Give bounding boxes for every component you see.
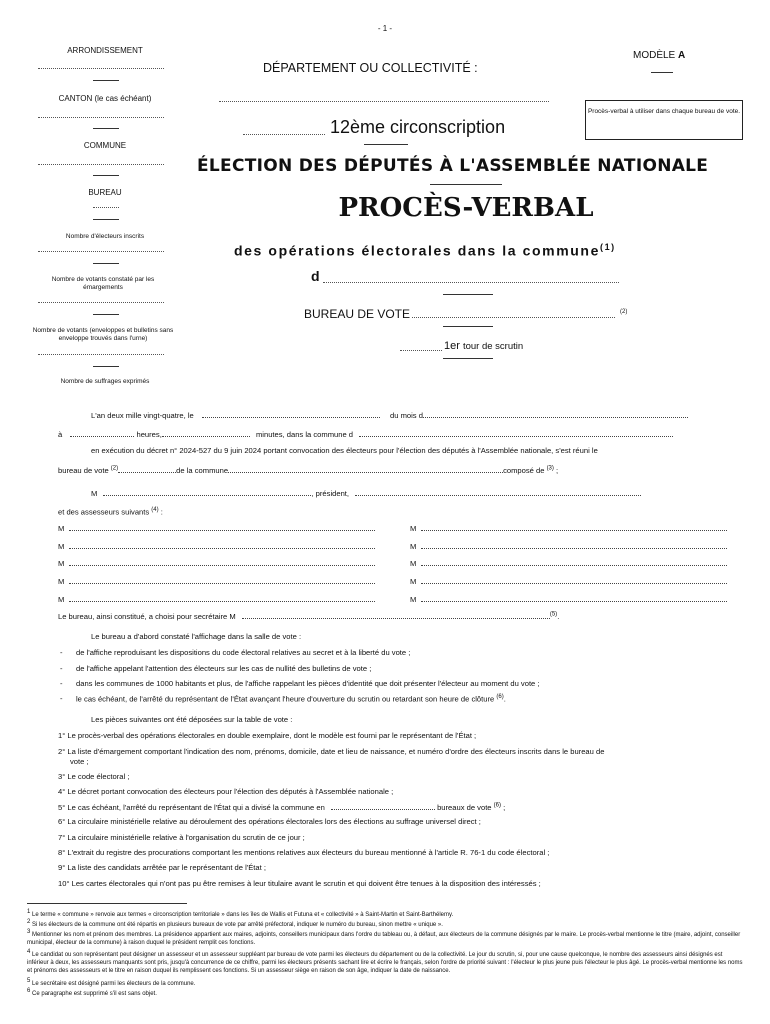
bureau-de-vote-label: BUREAU DE VOTE	[304, 307, 411, 321]
circonscription-prefix-field[interactable]	[243, 134, 325, 135]
piece-item: 8° L'extrait du registre des procurations comportant les mentions relatives aux électeurs du bureau mentionné à l'article R. 76-1 du code électoral ;	[58, 848, 550, 857]
canton-field[interactable]	[38, 117, 164, 118]
inscrits-field[interactable]	[38, 251, 164, 252]
assesseur-field[interactable]	[69, 523, 375, 531]
election-title: ÉLECTION DES DÉPUTÉS À L'ASSEMBLÉE NATIONALE	[197, 156, 709, 176]
body-line-president: M , président,	[91, 488, 641, 498]
piece-item: 1° Le procès-verbal des opérations électorales en double exemplaire, dont le modèle est fourni par le représentant de l'État ;	[58, 731, 477, 740]
separator	[430, 184, 502, 185]
body-line-time: à heures, minutes, dans la commune d	[58, 429, 673, 439]
bullet-item: - dans les communes de 1000 habitants et plus, de l'affiche rappelant les pièces d'identité que doit présenter l'électeur au moment du vote ;	[60, 679, 540, 688]
body-line-affichage: Le bureau a d'abord constaté l'affichage dans la salle de vote :	[91, 632, 302, 641]
assesseur-row: M	[58, 541, 375, 551]
piece-item: 5° Le cas échéant, l'arrêté du représentant de l'État qui a divisé la commune en bureaux de vote $^{(6)}$ ;	[58, 802, 506, 812]
piece-item: 7° La circulaire ministérielle relative à l'organisation du scrutin de ce jour ;	[58, 833, 305, 842]
separator	[93, 314, 119, 315]
subtitle: des opérations électorales dans la commune$^{(1)}$	[234, 242, 616, 259]
assesseur-row: M	[410, 594, 727, 604]
separator	[93, 263, 119, 264]
assesseur-row: M	[58, 523, 375, 533]
inscrits-label: Nombre d'électeurs inscrits	[65, 233, 145, 240]
departement-label: DÉPARTEMENT OU COLLECTIVITÉ :	[263, 61, 478, 75]
modele-label: MODÈLE A	[633, 50, 686, 61]
bullet-item: - de l'affiche reproduisant les dispositions du code électoral relatives au secret et à la liberté du vote ;	[60, 648, 411, 657]
separator	[443, 326, 493, 327]
arrondissement-label: ARRONDISSEMENT	[67, 46, 143, 55]
assesseur-row: M	[58, 558, 375, 568]
commune-label: COMMUNE	[83, 141, 127, 150]
minutes-field[interactable]	[162, 429, 250, 437]
footnote: $^4$ Le candidat ou son représentant peut désigner un assesseur et un assesseur suppléant par bureau de vote parmi les électeurs du département ou de la collectivité. Le jour du scrutin, si, pour une cause quelconque, le nombre des assesseurs ainsi désignés est inférieur à deux, les assesseurs manquants sont pris, jusqu'à concurrence de ce chiffre, parmi les électeurs présents sachant lire et écrire le français, selon l'ordre de priorité suivant : l'électeur le plus jeune puis l'électeur le plus âgé. Le procès-verbal mentionne les noms et prénoms des assesseurs et le titre en raison duquel ils remplissent ces fonctions. Si un assesseur siège en raison de son âge, indiquer la date de naissance.	[27, 949, 743, 975]
circonscription: 12ème circonscription	[330, 117, 506, 137]
footnote: $^2$ Si les électeurs de la commune ont été répartis en plusieurs bureaux de vote par arrêté préfectoral, indiquer le numéro du bureau, sinon mettre « unique ».	[27, 919, 443, 928]
canton-label: CANTON (le cas échéant)	[58, 94, 152, 103]
assesseur-field[interactable]	[69, 541, 375, 549]
piece-item: 10° Les cartes électorales qui n'ont pas pu être remises à leur titulaire avant le scrutin et qui doivent être tenues à la disposition des intéressés ;	[58, 879, 541, 888]
assesseur-field[interactable]	[69, 576, 375, 584]
departement-field[interactable]	[219, 101, 549, 102]
day-field[interactable]	[202, 410, 380, 418]
assesseur-row: M	[410, 558, 727, 568]
body-line-secretaire: Le bureau, ainsi constitué, a choisi pour secrétaire M $^{(5)}$.	[58, 611, 560, 621]
assesseur-field[interactable]	[421, 576, 727, 584]
commune-field-body[interactable]	[359, 429, 673, 437]
tour-prefix-field[interactable]	[400, 350, 442, 351]
bureau-label: BUREAU	[88, 188, 122, 197]
separator	[651, 72, 673, 73]
votants-enveloppes-field[interactable]	[38, 354, 164, 355]
hour-field[interactable]	[70, 429, 134, 437]
body-line-date: L'an deux mille vingt-quatre, le du mois d	[91, 410, 688, 420]
assesseur-field[interactable]	[421, 523, 727, 531]
bullet-item: - le cas échéant, de l'arrêté du représentant de l'État avançant l'heure d'ouverture du scrutin ou retardant son heure de clôture $^{(6)}$.	[60, 694, 506, 704]
assesseur-row: M	[58, 576, 375, 586]
info-box	[585, 100, 743, 140]
assesseur-field[interactable]	[421, 558, 727, 566]
commune-d: d	[311, 268, 320, 284]
piece-item: 4° Le décret portant convocation des électeurs pour l'élection des députés à l'Assemblée nationale ;	[58, 787, 394, 796]
footnote: $^5$ Le secrétaire est désigné parmi les électeurs de la commune.	[27, 978, 196, 987]
secretaire-field[interactable]	[242, 611, 550, 619]
footnote-separator	[27, 903, 187, 904]
assesseur-row: M	[410, 523, 727, 533]
separator	[443, 294, 493, 295]
votants-emargements-label: Nombre de votants constaté par les émargements	[51, 276, 155, 291]
footnote: $^6$ Ce paragraphe est supprimé s'il est sans objet.	[27, 988, 157, 997]
assesseur-row: M	[410, 576, 727, 586]
assesseur-field[interactable]	[421, 541, 727, 549]
separator	[93, 128, 119, 129]
commune-field[interactable]	[38, 164, 164, 165]
piece-item: 2° La liste d'émargement comportant l'indication des nom, prénoms, domicile, date et lieu de naissance, et numéro d'ordre des électeurs inscrits dans le bureau de	[58, 747, 605, 756]
info-box-text: Procès-verbal à utiliser dans chaque bureau de vote.	[587, 108, 741, 115]
bullet-item: - de l'affiche appelant l'attention des électeurs sur les cas de nullité des bulletins de vote ;	[60, 664, 372, 673]
bureau-de-vote-field[interactable]	[412, 317, 615, 318]
assesseur-row: M	[410, 541, 727, 551]
separator	[93, 175, 119, 176]
assesseur-field[interactable]	[69, 594, 375, 602]
footnote: $^1$ Le terme « commune » renvoie aux termes « circonscription territoriale » dans les îles de Wallis et Futuna et « collectivité » à Saint-Martin et Saint-Barthélemy.	[27, 909, 454, 918]
month-field[interactable]	[423, 410, 688, 418]
separator	[364, 144, 408, 145]
votants-enveloppes-label: Nombre de votants (enveloppes et bulletins sans enveloppe trouvés dans l'urne)	[32, 327, 174, 342]
piece-item: 9° La liste des candidats arrêtée par le représentant de l'État ;	[58, 863, 266, 872]
body-line-pieces-intro: Les pièces suivantes ont été déposées sur la table de vote :	[91, 715, 293, 724]
exprimes-label: Nombre de suffrages exprimés	[60, 378, 150, 385]
separator	[93, 80, 119, 81]
votants-emargements-field[interactable]	[38, 302, 164, 303]
piece-item: vote ;	[70, 757, 89, 766]
arrondissement-field[interactable]	[38, 68, 164, 69]
body-line-decret: en exécution du décret n° 2024-527 du 9 juin 2024 portant convocation des électeurs pour l'élection des députés à l'Assemblée nationale, s'est réuni le	[91, 446, 598, 455]
bureau-number-field[interactable]	[118, 465, 176, 473]
tour-de-scrutin: 1er tour de scrutin	[444, 340, 524, 352]
president-field[interactable]	[103, 488, 311, 496]
piece-item: 3° Le code électoral ;	[58, 772, 130, 781]
piece-item: 6° La circulaire ministérielle relative au déroulement des opérations électorales lors des élections au suffrage universel direct ;	[58, 817, 481, 826]
body-line-bureau: bureau de vote $^{(2)}$ de la commune composé de $^{(3)}$ ;	[58, 465, 559, 475]
page-number: - 1 -	[377, 24, 393, 33]
assesseur-field[interactable]	[421, 594, 727, 602]
assesseur-row: M	[58, 594, 375, 604]
commune-name-body-field[interactable]	[228, 465, 503, 473]
commune-name-field[interactable]	[323, 282, 619, 283]
separator	[443, 358, 493, 359]
separator	[93, 366, 119, 367]
footnote-ref: (2)	[620, 309, 628, 315]
assesseur-field[interactable]	[69, 558, 375, 566]
pv-title: PROCÈS-VERBAL	[338, 193, 594, 223]
nombre-bureaux-field[interactable]	[331, 802, 435, 810]
president-title-field[interactable]	[355, 488, 641, 496]
footnote: $^3$ Mentionner les nom et prénom des membres. La présidence appartient aux maires, adjoints, conseillers municipaux dans l'ordre du tableau ou, à défaut, aux électeurs de la commune désignés par le maire. Le procès-verbal mentionne le titre (maire, adjoint, conseiller municipal, électeur de la commune) à raison duquel le président remplit ces fonctions.	[27, 929, 741, 947]
body-line-assesseurs: et des assesseurs suivants $^{(4)}$ :	[58, 507, 163, 517]
